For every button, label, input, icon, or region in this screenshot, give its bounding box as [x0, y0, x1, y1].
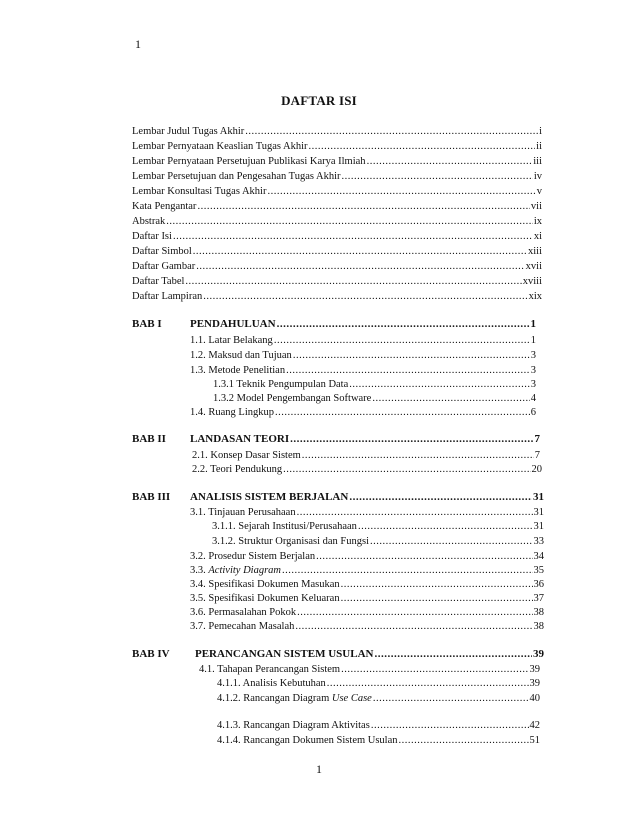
toc-entry: Lembar Pernyataan Keaslian Tugas Akhir ..... ii	[132, 140, 542, 154]
toc-entry: Daftar Simbol ..... xiii	[132, 245, 542, 259]
toc-subentry: 3.4. Spesifikasi Dokumen Masukan ..... 36	[190, 578, 544, 592]
toc-subentry: 1.3. Metode Penelitian ..... 3	[190, 364, 536, 378]
toc-subentry: 3.3. Activity Diagram ..... 35	[190, 564, 544, 578]
toc-subentry: 1.4. Ruang Lingkup ..... 6	[190, 406, 536, 420]
toc-subentry: 4.1. Tahapan Perancangan Sistem ..... 39	[199, 663, 540, 677]
toc-entry: Abstrak ..... ix	[132, 215, 542, 229]
toc-subentry: 3.6. Permasalahan Pokok ..... 38	[190, 606, 544, 620]
chapter-number: BAB II	[132, 433, 166, 445]
chapter-number: BAB III	[132, 491, 171, 503]
toc-subentry: 1.2. Maksud dan Tujuan ..... 3	[190, 349, 536, 363]
toc-entry: Daftar Lampiran ..... xix	[132, 290, 542, 304]
toc-subentry: 3.1. Tinjauan Perusahaan ..... 31	[190, 506, 544, 520]
toc-subentry: 2.2. Teori Pendukung ..... 20	[192, 463, 542, 477]
toc-subentry: 3.1.1. Sejarah Institusi/Perusahaan ..... 31	[212, 520, 544, 534]
toc-entry: Daftar Gambar ..... xvii	[132, 260, 542, 274]
toc-subentry: 2.1. Konsep Dasar Sistem ..... 7	[192, 449, 540, 463]
toc-subentry: 1.3.1 Teknik Pengumpulan Data ..... 3	[213, 378, 536, 392]
toc-subentry: 4.1.2. Rancangan Diagram Use Case ..... 40	[217, 692, 540, 706]
chapter-number: BAB IV	[132, 648, 170, 660]
header-page-number: 1	[135, 37, 141, 51]
toc-subentry: 4.1.1. Analisis Kebutuhan ..... 39	[217, 677, 540, 691]
page-title: DAFTAR ISI	[281, 93, 357, 108]
toc-subentry: 3.7. Pemecahan Masalah ..... 38	[190, 620, 544, 634]
toc-subentry: 1.1. Latar Belakang ..... 1	[190, 334, 536, 348]
toc-entry: Daftar Isi ..... xi	[132, 230, 542, 244]
chapter-heading: PERANCANGAN SISTEM USULAN ..... 39	[195, 647, 544, 661]
chapter-number: BAB I	[132, 318, 162, 330]
chapter-heading: LANDASAN TEORI ..... 7	[190, 432, 540, 446]
chapter-heading: ANALISIS SISTEM BERJALAN ..... 31	[190, 490, 544, 504]
toc-entry: Lembar Persetujuan dan Pengesahan Tugas Akhir ..... iv	[132, 170, 542, 184]
toc-entry: Lembar Pernyataan Persetujuan Publikasi Karya Ilmiah ..... iii	[132, 155, 542, 169]
toc-subentry: 4.1.4. Rancangan Dokumen Sistem Usulan ..... 51	[217, 734, 540, 748]
toc-subentry: 3.2. Prosedur Sistem Berjalan ..... 34	[190, 550, 544, 564]
toc-subentry: 4.1.3. Rancangan Diagram Aktivitas ..... 42	[217, 719, 540, 733]
toc-subentry: 3.1.2. Struktur Organisasi dan Fungsi ..... 33	[212, 535, 544, 549]
footer-page-number: 1	[316, 762, 322, 776]
toc-entry: Lembar Konsultasi Tugas Akhir ..... v	[132, 185, 542, 199]
toc-entry: Lembar Judul Tugas Akhir ..... i	[132, 125, 542, 139]
toc-entry: Kata Pengantar ..... vii	[132, 200, 542, 214]
toc-entry: Daftar Tabel ..... xviii	[132, 275, 542, 289]
chapter-heading: PENDAHULUAN ..... 1	[190, 317, 536, 331]
toc-subentry: 3.5. Spesifikasi Dokumen Keluaran ..... 37	[190, 592, 544, 606]
toc-subentry: 1.3.2 Model Pengembangan Software ..... 4	[213, 392, 536, 406]
